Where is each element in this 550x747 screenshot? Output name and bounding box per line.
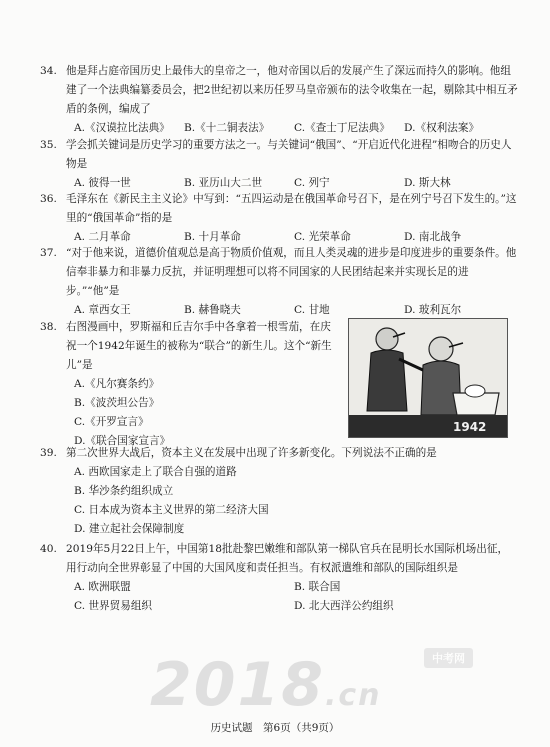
question-stem: 毛泽东在《新民主主义论》中写到：“五四运动是在俄国革命号召下，是在列宁号召下发生的。”这里的“俄国革命”指的是 [66, 193, 517, 224]
option-a: A. 二月革命 [74, 231, 131, 243]
question-36 [40, 190, 518, 247]
option-a: A.《汉谟拉比法典》 [74, 122, 170, 134]
option-c: C. 甘地 [294, 304, 330, 316]
option-b: B. 十月革命 [184, 231, 241, 243]
options-column [74, 375, 340, 451]
question-stem: 2019年5月22日上午，中国第18批赴黎巴嫩维和部队第一梯队官兵在昆明长水国际机场出征，用行动向全世界彰显了中国的大国风度和责任担当。有权派遣维和部队的国际组织是 [66, 543, 509, 574]
question-stem: “对于他来说，道德价值观总是高于物质价值观，而且人类灵魂的进步是印度进步的重要条件。他信奉非暴力和非暴力反抗，并证明理想可以将不同国家的人民团结起来并实现长足的进步。”“他”是 [66, 247, 517, 297]
question-number: 38. [40, 321, 57, 333]
option-a: A.《凡尔赛条约》 [74, 378, 160, 390]
option-a: A. 欧洲联盟 [74, 581, 131, 593]
options-row [74, 597, 518, 616]
option-b: B.《波茨坦公告》 [74, 397, 160, 409]
option-d: D.《联合国家宣言》 [74, 435, 171, 447]
option-d: D. 南北战争 [404, 231, 462, 243]
cartoon-drawing [349, 319, 507, 437]
option-a: A. 彼得一世 [74, 177, 131, 189]
option-c: C. 日本成为资本主义世界的第二经济大国 [74, 504, 269, 516]
option-c: C.《查士丁尼法典》 [294, 122, 390, 134]
question-stem: 学会抓关键词是历史学习的重要方法之一。与关键词“俄国”、“开启近代化进程”相吻合的历史人物是 [66, 139, 512, 170]
question-number: 40. [40, 543, 57, 555]
option-c: C. 世界贸易组织 [74, 600, 153, 612]
watermark-logo: 2018.cn [150, 650, 382, 720]
option-d: D. 斯大林 [404, 177, 451, 189]
option-d: D. 玻利瓦尔 [404, 304, 462, 316]
watermark-badge: 中考网 [424, 648, 473, 668]
option-b: B. 赫鲁晓夫 [184, 304, 241, 316]
options-column [74, 463, 518, 539]
question-stem: 右图漫画中，罗斯福和丘吉尔手中各拿着一根雪茄，在庆祝一个1942年诞生的被称为“联合”的新生儿。这个“新生儿”是 [66, 321, 332, 371]
cartoon-image [348, 318, 508, 438]
question-stem: 第二次世界大战后，资本主义在发展中出现了许多新变化。下列说法不正确的是 [66, 447, 437, 459]
option-c: C. 光荣革命 [294, 231, 351, 243]
question-35 [40, 136, 518, 193]
question-stem: 他是拜占庭帝国历史上最伟大的皇帝之一，他对帝国以后的发展产生了深远而持久的影响。他组建了一个法典编纂委员会，把2世纪初以来历任罗马皇帝颁布的法令收集在一起，剔除其中相互矛盾的条例，编成了 [66, 65, 518, 115]
question-number: 36. [40, 193, 57, 205]
option-b: B. 华沙条约组织成立 [74, 485, 174, 497]
cartoon-year: 1942 [453, 420, 487, 434]
options-row [74, 578, 518, 597]
question-number: 37. [40, 247, 57, 259]
question-38 [40, 318, 340, 451]
question-40 [40, 540, 518, 616]
option-d: D. 北大西洋公约组织 [294, 600, 394, 612]
page-footer: 历史试题 第6页（共9页） [210, 722, 340, 734]
question-34 [40, 62, 518, 138]
question-39 [40, 444, 518, 539]
question-37 [40, 244, 518, 320]
option-a: A. 西欧国家走上了联合自强的道路 [74, 466, 237, 478]
question-number: 35. [40, 139, 57, 151]
option-d: D.《权利法案》 [404, 122, 480, 134]
option-b: B. 联合国 [294, 581, 341, 593]
option-b: B. 亚历山大二世 [184, 177, 263, 189]
question-number: 34. [40, 65, 57, 77]
question-number: 39. [40, 447, 57, 459]
option-d: D. 建立起社会保障制度 [74, 523, 185, 535]
option-a: A. 章西女王 [74, 304, 131, 316]
option-c: C. 列宁 [294, 177, 330, 189]
option-b: B.《十二铜表法》 [184, 122, 270, 134]
option-c: C.《开罗宣言》 [74, 416, 149, 428]
